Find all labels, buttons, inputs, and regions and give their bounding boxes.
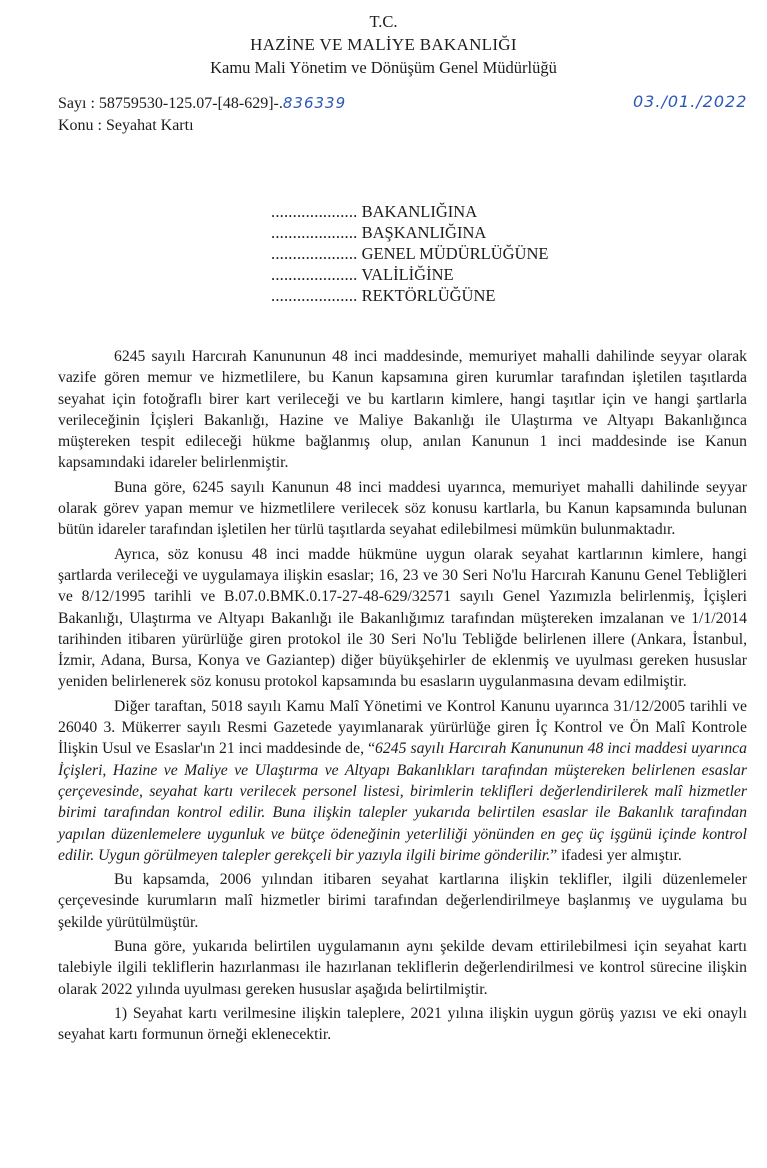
quoted-regulation: 6245 sayılı Harcırah Kanununun 48 inci maddesi uyarınca İçişleri, Hazine ve Maliye ve Ulaştırma ve Altyapı Bakanlıkları tarafından müştereken belirlenen esaslar çerçevesinde, seyahat kartı verilecek personel listesi, birimlerin teklifleri değerlendirilerek malî hizmetler birimi tarafından kontrol edilir. Buna ilişkin talepler yukarıda belirtilen esaslar ile Bakanlık tarafından yapılan düzenlemelere uygunluk ve bütçe ödeneğinin yeterliliği yönünden en geç üç işgünü içinde kontrol edilir. Uygun görülmeyen talepler gerekçeli bir yazıyla ilgili birime gönderilir. (58, 740, 747, 864)
addressee-item: .................... VALİLİĞİNE (271, 265, 454, 284)
addressee-item: .................... BAŞKANLIĞINA (271, 223, 487, 242)
paragraph-3: Ayrıca, söz konusu 48 inci madde hükmüne uygun olarak seyahat kartlarının kimlere, hangi şartlarda verileceği ve uygulamaya ilişkin esaslar; 16, 23 ve 30 Seri No'lu Harcırah Kanunu Genel Tebliğleri ve 8/12/1995 tarihli ve B.07.0.BMK.0.17-27-48-629/32571 sayılı Genel Yazımızla belirlenmiş, İçişleri Bakanlığı, Ulaştırma ve Altyapı Bakanlığı ile Bakanlığımız tarafından müştereken imzalanan ve 1/1/2014 tarihinden itibaren yürürlüğe giren protokol ile 30 Seri No'lu Tebliğde belirlenen illere (Ankara, İstanbul, İzmir, Adana, Bursa, Konya ve Gaziantep) diğer büyükşehirler de eklenmiş ve uyulması gereken hususlar yeniden belirlenerek söz konusu protokol kapsamında bu esasların uygulanmasına devam edilmiştir. (58, 545, 747, 691)
paragraph-7: 1) Seyahat kartı verilmesine ilişkin taleplere, 2021 yılına ilişkin uygun görüş yazısı ve eki onaylı seyahat kartı formunun örneği eklenecektir. (58, 1004, 747, 1044)
addressee-item: .................... REKTÖRLÜĞÜNE (271, 286, 496, 305)
header-ministry: HAZİNE VE MALİYE BAKANLIĞI (250, 35, 517, 54)
addressee-item: .................... BAKANLIĞINA (271, 202, 478, 221)
document-number (58, 94, 346, 113)
header-tc: T.C. (369, 12, 398, 31)
handwritten-date: 03./01./2022 (633, 92, 748, 111)
paragraph-1: 6245 sayılı Harcırah Kanununun 48 inci maddesinde, memuriyet mahalli dahilinde seyyar olarak vazife gören memur ve hizmetlilere, bu Kanun kapsamına giren kurumlar tarafından işletilen taşıtlarda seyahat için fotoğraflı birer kart verileceği ve bu kartların kimlere, hangi taşıtlar için ve hangi şartlarla verileceğinin İçişleri Bakanlığı, Hazine ve Maliye Bakanlığı ile Ulaştırma ve Altyapı Bakanlığınca müştereken tespit edileceği hükme bağlanmış olup, anılan Kanunun 1 inci maddesinde ise Kanun kapsamındaki idareler belirlenmiştir. (58, 348, 747, 472)
header-directorate: Kamu Mali Yönetim ve Dönüşüm Genel Müdürlüğü (210, 58, 557, 77)
paragraph-6: Buna göre, yukarıda belirtilen uygulamanın aynı şekilde devam ettirilebilmesi için seyahat kartı talebiyle ilgili tekliflerin hazırlanması ile hazırlanan tekliflerin değerlendirilmesi ve kontrol sürecine ilişkin olarak 2022 yılında uyulması gereken hususlar aşağıda belirtilmiştir. (58, 938, 747, 998)
paragraph-5: Bu kapsamda, 2006 yılından itibaren seyahat kartlarına ilişkin teklifler, ilgili düzenlemeler çerçevesinde kurumların malî hizmetler birimi tarafından değerlendirilmeye başlanmış ve uygulama bu şekilde yürütülmüştür. (58, 871, 747, 931)
addressee-item: .................... GENEL MÜDÜRLÜĞÜNE (271, 244, 549, 263)
sayi-label: Sayı : 58759530-125.07-[48-629]-. (58, 95, 283, 112)
paragraph-2: Buna göre, 6245 sayılı Kanunun 48 inci maddesi uyarınca, memuriyet mahalli dahilinde seyyar olarak görev yapan memur ve hizmetlilere verilecek söz konusu kartlarla, bu Kanun kapsamında bulunan bütün idareler tarafından işletilen her türlü taşıtlarda seyahat edilebilmesi mümkün bulunmaktadır. (58, 478, 747, 539)
subject-line: Konu : Seyahat Kartı (58, 117, 194, 134)
letter-body (58, 346, 747, 1046)
sayi-handwritten-number: 836339 (282, 94, 347, 112)
paragraph-4: Diğer taraftan, 5018 sayılı Kamu Malî Yönetimi ve Kontrol Kanunu uyarınca 31/12/2005 tarihli ve 26040 3. Mükerrer sayılı Resmi Gazetede yayımlanarak yürürlüğe giren İç Kontrol ve Ön Malî Kontrole İlişkin Usul ve Esaslar'ın 21 inci maddesinde de, “6245 sayılı Harcırah Kanununun 48 inci maddesi uyarınca İçişleri, Hazine ve Maliye ve Ulaştırma ve Altyapı Bakanlıkları tarafından müştereken belirlenen esaslar çerçevesinde, seyahat kartı verilecek personel listesi, birimlerin teklifleri değerlendirilerek malî hizmetler birimi tarafından kontrol edilir. Buna ilişkin talepler yukarıda belirtilen esaslar ile Bakanlık tarafından yapılan düzenlemelere uygunluk ve bütçe ödeneğinin yeterliliği yönünden en geç üç işgünü içinde kontrol edilir. Uygun görülmeyen talepler gerekçeli bir yazıyla ilgili birime gönderilir.” ifadesi yer almıştır. (58, 697, 747, 864)
